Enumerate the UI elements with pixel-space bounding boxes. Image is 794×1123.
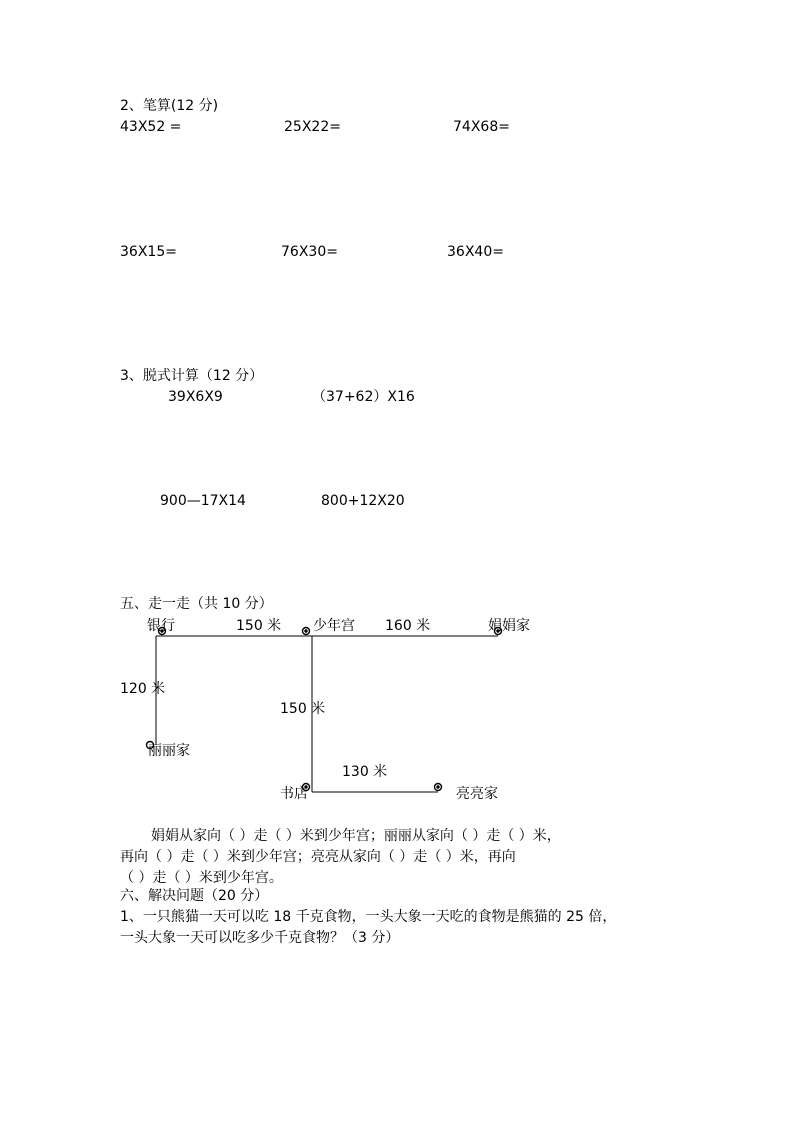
calc-item: 900—17X14: [160, 493, 246, 509]
calc-item: （37+62）X16: [312, 389, 415, 405]
calc-item: 76X30=: [281, 244, 338, 260]
place-label-bank: 银行: [147, 618, 175, 634]
calc-item: 36X15=: [120, 244, 177, 260]
distance-label-bookstore-liangliang: 130 米: [342, 764, 388, 780]
place-label-bookstore: 书店: [280, 786, 308, 802]
word-problem-1: [120, 907, 690, 949]
question-line: （ ）走（ ）米到少年宫。: [120, 870, 283, 886]
question-line: 再向（ ）走（ ）米到少年宫；亮亮从家向（ ）走（ ）米，再向: [120, 849, 516, 865]
calc-item: 36X40=: [447, 244, 504, 260]
section-6-heading: 六、解决问题（20 分）: [120, 888, 269, 904]
distance-label-bank-lili: 120 米: [120, 681, 166, 697]
calc-item: 39X6X9: [168, 389, 223, 405]
place-label-juanjuan-home: 娟娟家: [488, 618, 530, 634]
place-label-youth-palace: 少年宫: [313, 618, 355, 634]
problem-line: 1、一只熊猫一天可以吃 18 千克食物，一头大象一天吃的食物是熊猫的 25 倍，: [120, 909, 617, 925]
calc-item: 43X52 =: [120, 119, 182, 135]
place-label-liangliang-home: 亮亮家: [456, 786, 498, 802]
map-question: [120, 826, 690, 889]
calc-item: 25X22=: [284, 119, 341, 135]
place-label-lili-home: 丽丽家: [148, 743, 190, 759]
calc-item: 800+12X20: [321, 493, 405, 509]
section-5-heading: 五、走一走（共 10 分）: [120, 596, 273, 612]
liangliang-home-marker-icon: [435, 784, 442, 791]
section-3-heading: 3、脱式计算（12 分）: [120, 368, 264, 384]
distance-label-palace-juanjuan: 160 米: [385, 618, 431, 634]
calc-item: 74X68=: [453, 119, 510, 135]
question-line: 娟娟从家向（ ）走（ ）米到少年宫；丽丽从家向（ ）走（ ）米，: [151, 828, 561, 844]
distance-label-bank-palace: 150 米: [236, 618, 282, 634]
section-2-heading: 2、笔算(12 分): [120, 98, 219, 114]
distance-label-palace-bookstore: 150 米: [280, 701, 326, 717]
youth-palace-marker-icon: [303, 628, 310, 635]
problem-line: 一头大象一天可以吃多少千克食物？（3 分）: [120, 930, 400, 946]
